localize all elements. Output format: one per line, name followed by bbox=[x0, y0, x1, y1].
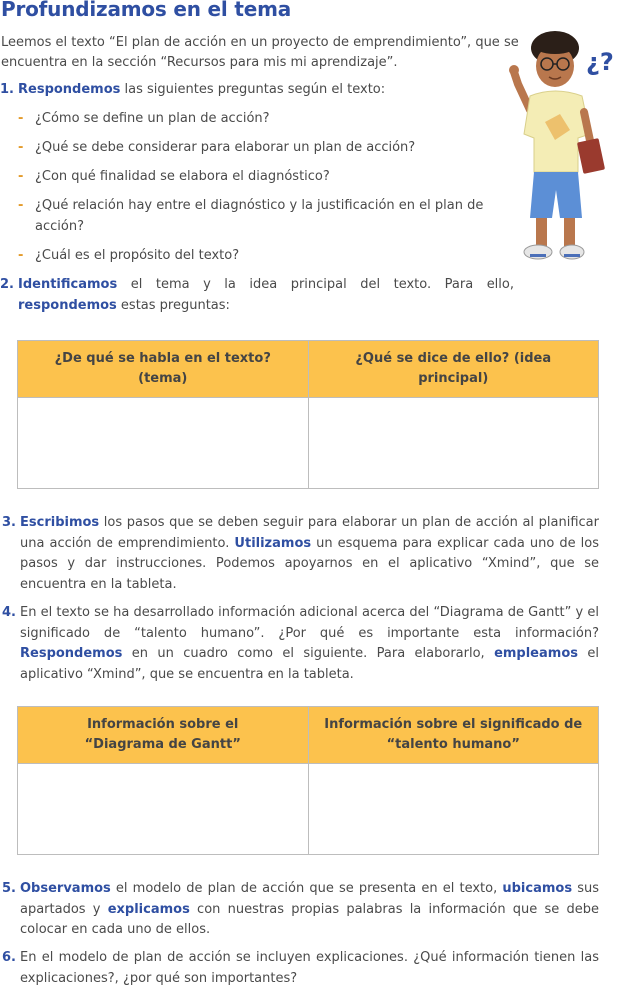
activity-item-4: 4. En el texto se ha desarrollado información adicional acerca del “Diagrama de Gantt” y el significado de “talento humano”. ¿Por qué es importante esta información? Respondemos en un cuadro como el siguiente. Para elaborarlo, empleamos el aplicativo “Xmind”, que se encuentra en la tableta. bbox=[2, 605, 599, 682]
answer-cell-talento[interactable] bbox=[308, 764, 599, 855]
item-number: 6. bbox=[2, 950, 16, 965]
answer-cell-idea[interactable] bbox=[308, 398, 599, 489]
answer-cell-gantt[interactable] bbox=[18, 764, 309, 855]
theme-idea-table bbox=[17, 340, 599, 489]
item-number: 5. bbox=[2, 881, 16, 896]
page-title: Profundizamos en el tema bbox=[1, 0, 292, 21]
table-header-talento: Información sobre el significado de “talento humano” bbox=[308, 707, 599, 764]
question-1: - ¿Cómo se define un plan de acción? bbox=[18, 111, 270, 126]
question-3: - ¿Con qué finalidad se elabora el diagnóstico? bbox=[18, 169, 330, 184]
question-marks: ¿? bbox=[586, 48, 614, 76]
answer-cell-tema[interactable] bbox=[18, 398, 309, 489]
item-number: 2. bbox=[0, 277, 14, 292]
intro-paragraph: Leemos el texto “El plan de acción en un proyecto de emprendimiento”, que se encuentra en la sección “Recursos para mis mi aprendizaje”. bbox=[1, 35, 519, 70]
activity-item-1: 1. Respondemos las siguientes preguntas según el texto: bbox=[0, 80, 520, 101]
table-header-idea-principal: ¿Qué se dice de ello? (idea principal) bbox=[308, 341, 599, 398]
question-2: - ¿Qué se debe considerar para elaborar un plan de acción? bbox=[18, 140, 416, 155]
gantt-talent-table bbox=[17, 706, 599, 855]
activity-item-6: 6. En el modelo de plan de acción se incluyen explicaciones. ¿Qué información tienen las explicaciones?, ¿por qué son importantes? bbox=[2, 950, 599, 986]
item-number: 1. bbox=[0, 82, 14, 97]
question-5: - ¿Cuál es el propósito del texto? bbox=[18, 248, 240, 263]
activity-item-2: 2. Identificamos el tema y la idea principal del texto. Para ello, respondemos estas preguntas: bbox=[0, 277, 514, 313]
item-number: 4. bbox=[2, 605, 16, 620]
item-number: 3. bbox=[2, 515, 16, 530]
question-4: - ¿Qué relación hay entre el diagnóstico y la justificación en el plan de acción? bbox=[18, 198, 484, 234]
table-header-gantt: Información sobre el “Diagrama de Gantt” bbox=[18, 707, 309, 764]
activity-item-5: 5. Observamos el modelo de plan de acción que se presenta en el texto, ubicamos sus apartados y explicamos con nuestras propias palabras la información que se debe colocar en cada uno de ellos. bbox=[2, 881, 599, 937]
table-header-tema: ¿De qué se habla en el texto? (tema) bbox=[18, 341, 309, 398]
activity-item-3: 3. Escribimos los pasos que se deben seguir para elaborar un plan de acción al planificar una acción de emprendimiento. Utilizamos un esquema para explicar cada uno de los pasos y dar instrucciones. Podemos apoyarnos en el aplicativo “Xmind”, que se encuentra en la tableta. bbox=[2, 515, 599, 592]
